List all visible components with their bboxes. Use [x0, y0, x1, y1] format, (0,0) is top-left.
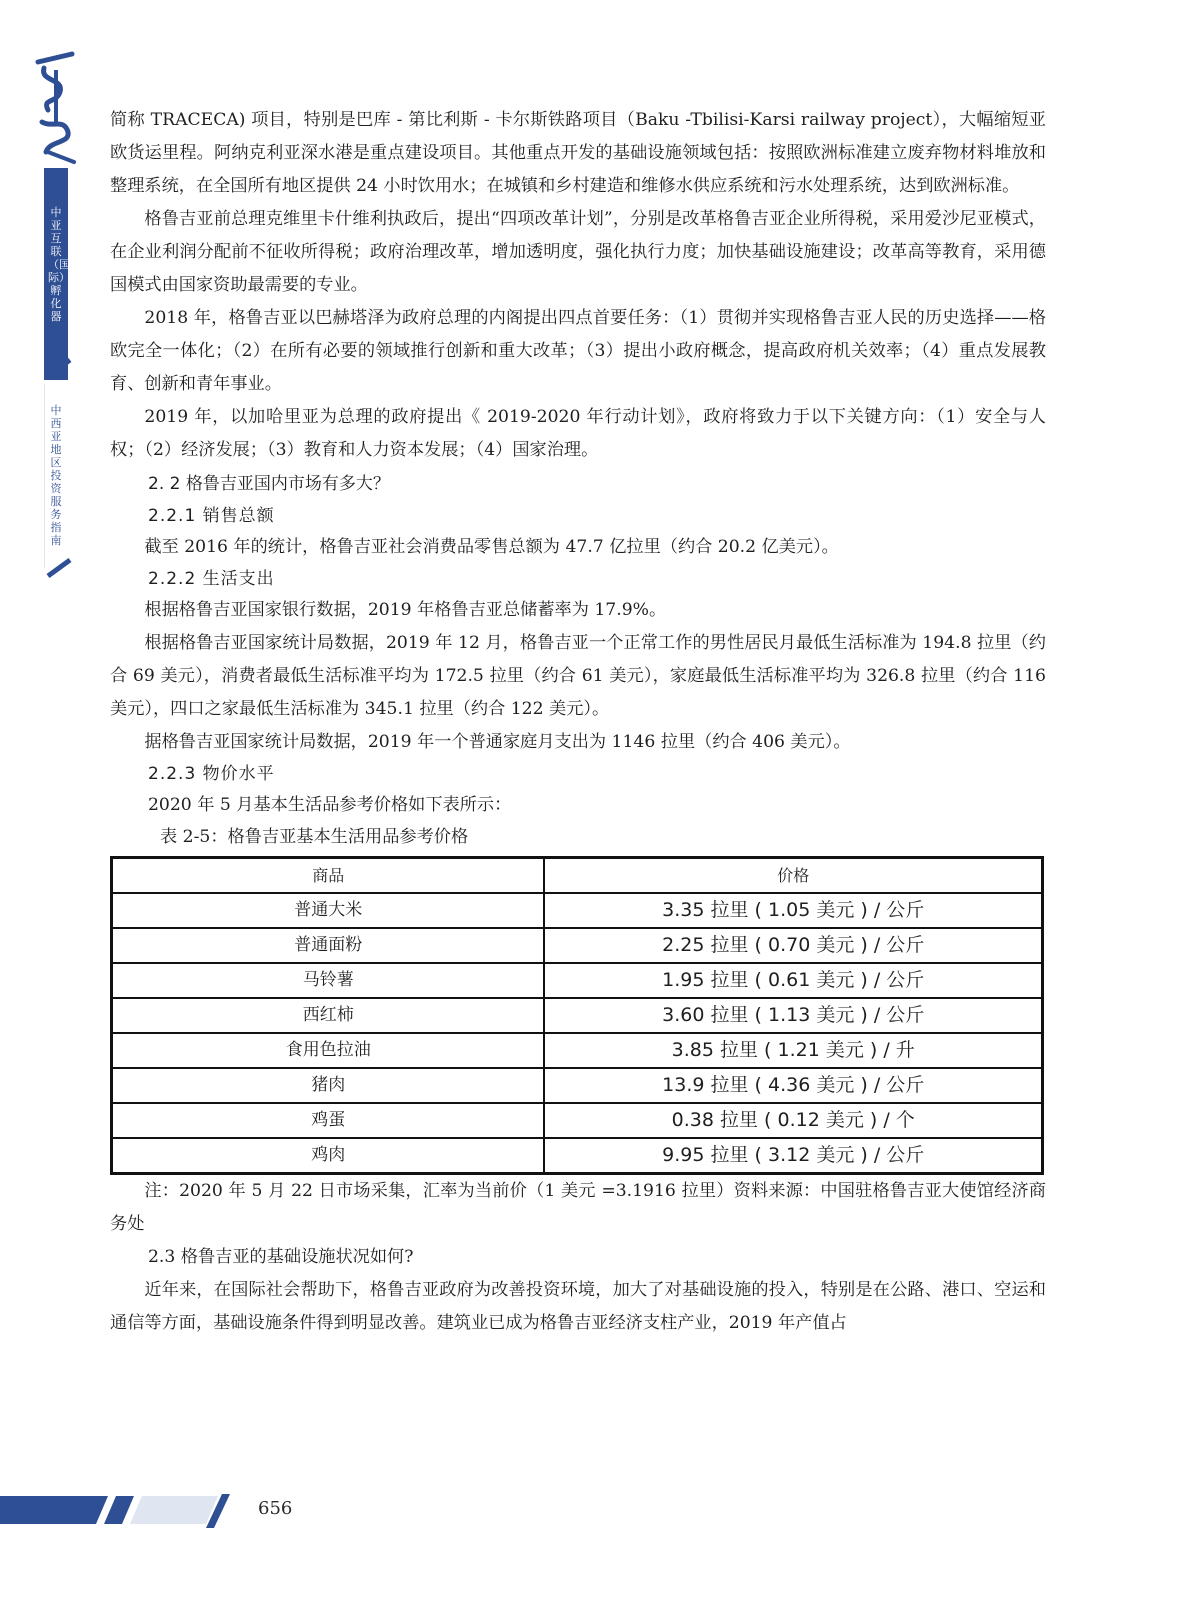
cell-item: 鸡蛋	[112, 1103, 545, 1138]
cell-price: 3.60 拉里 ( 1.13 美元 ) / 公斤	[544, 998, 1042, 1033]
sidebar-label-top: 中亚互联（国际）孵化器	[48, 206, 70, 323]
table-note: 注：2020 年 5 月 22 日市场采集，汇率为当前价（1 美元 =3.1916 拉里）资料来源：中国驻格鲁吉亚大使馆经济商务处	[110, 1181, 1046, 1234]
cell-item: 食用色拉油	[112, 1033, 545, 1068]
cell-item: 普通面粉	[112, 928, 545, 963]
table-row	[112, 1033, 1043, 1068]
subsection-heading: 2.2.1 销售总额	[148, 506, 275, 526]
table-row	[112, 963, 1043, 998]
cell-item: 西红柿	[112, 998, 545, 1033]
paragraph: 2018 年，格鲁吉亚以巴赫塔泽为政府总理的内阁提出四点首要任务：（1）贯彻并实现格鲁吉亚人民的历史选择——格欧完全一体化；（2）在所有必要的领域推行创新和重大改革；（3）提出小政府概念，提高政府机关效率；（4）重点发展教育、创新和青年事业。	[110, 308, 1046, 394]
section-heading: 2. 2 格鲁吉亚国内市场有多大？	[148, 474, 390, 494]
footer-stripes-icon	[0, 1490, 240, 1532]
belt-road-logo-icon	[34, 48, 80, 166]
cell-item: 猪肉	[112, 1068, 545, 1103]
cell-price: 13.9 拉里 ( 4.36 美元 ) / 公斤	[544, 1068, 1042, 1103]
table-row	[112, 1068, 1043, 1103]
slash-icon	[46, 556, 72, 578]
subsection-heading: 2.2.3 物价水平	[148, 764, 275, 784]
cell-item: 鸡肉	[112, 1138, 545, 1174]
paragraph: 根据格鲁吉亚国家银行数据，2019 年格鲁吉亚总储蓄率为 17.9%。	[144, 600, 667, 620]
header-cell-price: 价格	[544, 858, 1042, 894]
paragraph: 格鲁吉亚前总理克维里卡什维利执政后，提出“四项改革计划”，分别是改革格鲁吉亚企业所得税，采用爱沙尼亚模式，在企业利润分配前不征收所得税；政府治理改革，增加透明度，强化执行力度；加快基础设施建设；改革高等教育，采用德国模式由国家资助最需要的专业。	[110, 209, 1046, 295]
paragraph: 2020 年 5 月基本生活品参考价格如下表所示：	[148, 795, 512, 815]
table-row	[112, 893, 1043, 928]
cell-price: 2.25 拉里 ( 0.70 美元 ) / 公斤	[544, 928, 1042, 963]
paragraph: 2019 年，以加哈里亚为总理的政府提出《 2019-2020 年行动计划》，政府将致力于以下关键方向：（1）安全与人权；（2）经济发展；（3）教育和人力资本发展；（4）国家治理。	[110, 407, 1046, 460]
slash-icon	[46, 356, 72, 378]
paragraph: 近年来，在国际社会帮助下，格鲁吉亚政府为改善投资环境，加大了对基础设施的投入，特别是在公路、港口、空运和通信等方面，基础设施条件得到明显改善。建筑业已成为格鲁吉亚经济支柱产业，2019 年产值占	[110, 1280, 1046, 1333]
sidebar-label-bottom: 中西亚地区投资服务指南	[50, 404, 62, 547]
table-header-row	[112, 858, 1043, 894]
paragraph: 简称 TRACECA) 项目，特别是巴库 - 第比利斯 - 卡尔斯铁路项目（Baku -Tbilisi-Karsi railway project），大幅缩短亚欧货运里程。阿纳克利亚深水港是重点建设项目。其他重点开发的基础设施领域包括：按照欧洲标准建立废弃物材料堆放和整理系统，在全国所有地区提供 24 小时饮用水；在城镇和乡村建造和维修水供应系统和污水处理系统，达到欧洲标准。	[110, 110, 1046, 196]
page-number: 656	[258, 1498, 293, 1519]
cell-price: 1.95 拉里 ( 0.61 美元 ) / 公斤	[544, 963, 1042, 998]
cell-price: 9.95 拉里 ( 3.12 美元 ) / 公斤	[544, 1138, 1042, 1174]
price-table	[110, 856, 1044, 1175]
cell-price: 3.35 拉里 ( 1.05 美元 ) / 公斤	[544, 893, 1042, 928]
table-row	[112, 1138, 1043, 1174]
paragraph: 根据格鲁吉亚国家统计局数据，2019 年 12 月，格鲁吉亚一个正常工作的男性居民月最低生活标准为 194.8 拉里（约合 69 美元），消费者最低生活标准平均为 172.5 拉里（约合 61 美元），家庭最低生活标准平均为 326.8 拉里（约合 116 美元），四口之家最低生活标准为 345.1 拉里（约合 122 美元）。	[110, 633, 1046, 719]
section-heading: 2.3 格鲁吉亚的基础设施状况如何?	[148, 1247, 414, 1267]
paragraph: 截至 2016 年的统计，格鲁吉亚社会消费品零售总额为 47.7 亿拉里（约合 20.2 亿美元）。	[144, 537, 839, 557]
table-row	[112, 998, 1043, 1033]
cell-item: 普通大米	[112, 893, 545, 928]
paragraph: 据格鲁吉亚国家统计局数据，2019 年一个普通家庭月支出为 1146 拉里（约合 406 美元）。	[144, 732, 851, 752]
table-row	[112, 1103, 1043, 1138]
cell-price: 3.85 拉里 ( 1.21 美元 ) / 升	[544, 1033, 1042, 1068]
table-caption: 表 2-5：格鲁吉亚基本生活用品参考价格	[160, 827, 469, 847]
subsection-heading: 2.2.2 生活支出	[148, 569, 275, 589]
table-row	[112, 928, 1043, 963]
main-content	[110, 104, 1046, 1340]
cell-item: 马铃薯	[112, 963, 545, 998]
cell-price: 0.38 拉里 ( 0.12 美元 ) / 个	[544, 1103, 1042, 1138]
header-cell-item: 商品	[112, 858, 545, 894]
